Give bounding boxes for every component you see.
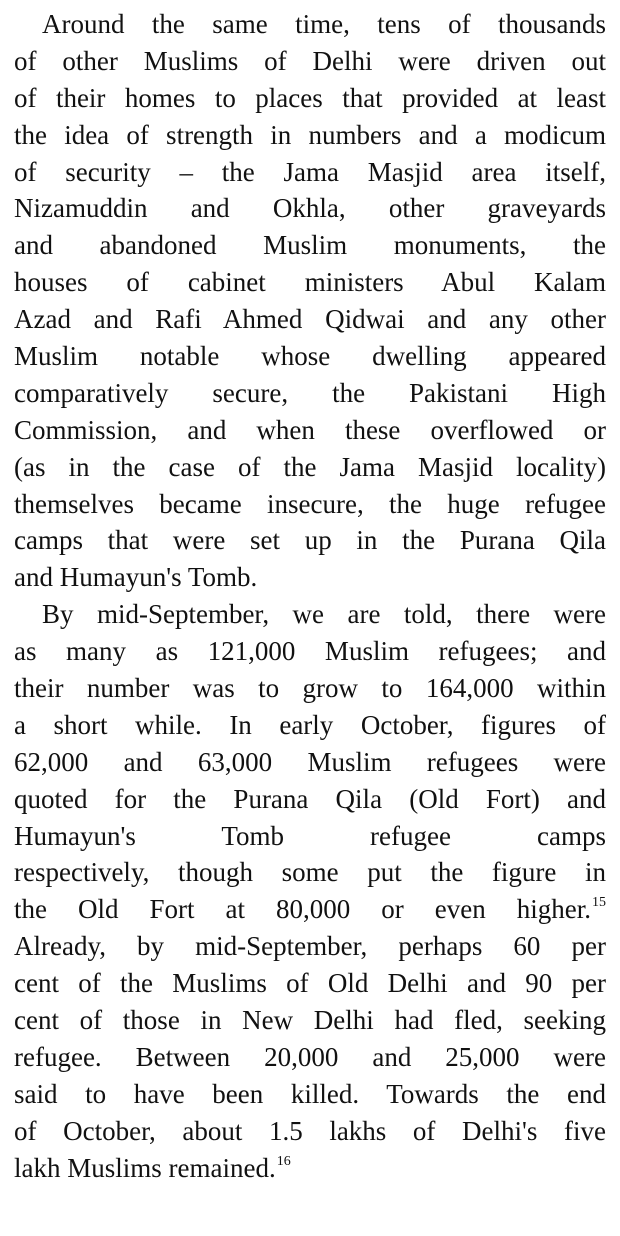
text-line: houses of cabinet ministers Abul Kalam	[14, 267, 606, 298]
text-line: cent of the Muslims of Old Delhi and 90 per	[14, 968, 606, 999]
text-line: themselves became insecure, the huge refugee	[14, 488, 606, 519]
text-line: of their homes to places that provided at least	[14, 82, 606, 113]
text-line: as many as 121,000 Muslim refugees; and	[14, 636, 606, 667]
text-line: (as in the case of the Jama Masjid locality)	[14, 451, 606, 482]
text-line: Commission, and when these overflowed or	[14, 414, 606, 445]
text-line: comparatively secure, the Pakistani High	[14, 377, 606, 408]
text-line: of October, about 1.5 lakhs of Delhi's five	[14, 1115, 606, 1146]
paragraph-1	[14, 6, 606, 596]
text-line: quoted for the Purana Qila (Old Fort) and	[14, 783, 606, 814]
text-line: Around the same time, tens of thousands	[42, 9, 606, 39]
text-line: Muslim notable whose dwelling appeared	[14, 341, 606, 372]
text-line: of other Muslims of Delhi were driven out	[14, 45, 606, 76]
text-line: and Humayun's Tomb.	[14, 562, 258, 593]
text-line: their number was to grow to 164,000 within	[14, 673, 606, 704]
footnote-marker: 16	[276, 1153, 291, 1169]
document-page	[14, 6, 606, 1187]
text-line: a short while. In early October, figures of	[14, 709, 606, 740]
text-line: and abandoned Muslim monuments, the	[14, 230, 606, 261]
text-line: Humayun's Tomb refugee camps	[14, 820, 606, 851]
text-line: By mid-September, we are told, there were	[42, 599, 606, 630]
text-line: respectively, though some put the figure in	[14, 857, 606, 888]
text-line-with-footnote	[14, 1150, 606, 1187]
line-text: lakh Muslims remained.	[14, 1152, 276, 1183]
text-line: said to have been killed. Towards the end	[14, 1078, 606, 1109]
paragraph-2	[14, 596, 606, 1186]
text-line: Nizamuddin and Okhla, other graveyards	[14, 193, 606, 224]
text-line: Already, by mid-September, perhaps 60 per	[14, 931, 606, 962]
text-line: 62,000 and 63,000 Muslim refugees were	[14, 746, 606, 777]
text-line: the idea of strength in numbers and a modicum	[14, 119, 606, 150]
text-line: cent of those in New Delhi had fled, seeking	[14, 1005, 606, 1036]
footnote-marker: 15	[592, 895, 606, 911]
text-line: Azad and Rafi Ahmed Qidwai and any other	[14, 304, 606, 335]
text-line-with-footnote	[14, 891, 606, 928]
text-line: of security – the Jama Masjid area itself,	[14, 156, 606, 187]
line-text: the Old Fort at 80,000 or even higher.	[14, 894, 591, 925]
text-line: refugee. Between 20,000 and 25,000 were	[14, 1041, 606, 1072]
text-line: camps that were set up in the Purana Qila	[14, 525, 606, 556]
